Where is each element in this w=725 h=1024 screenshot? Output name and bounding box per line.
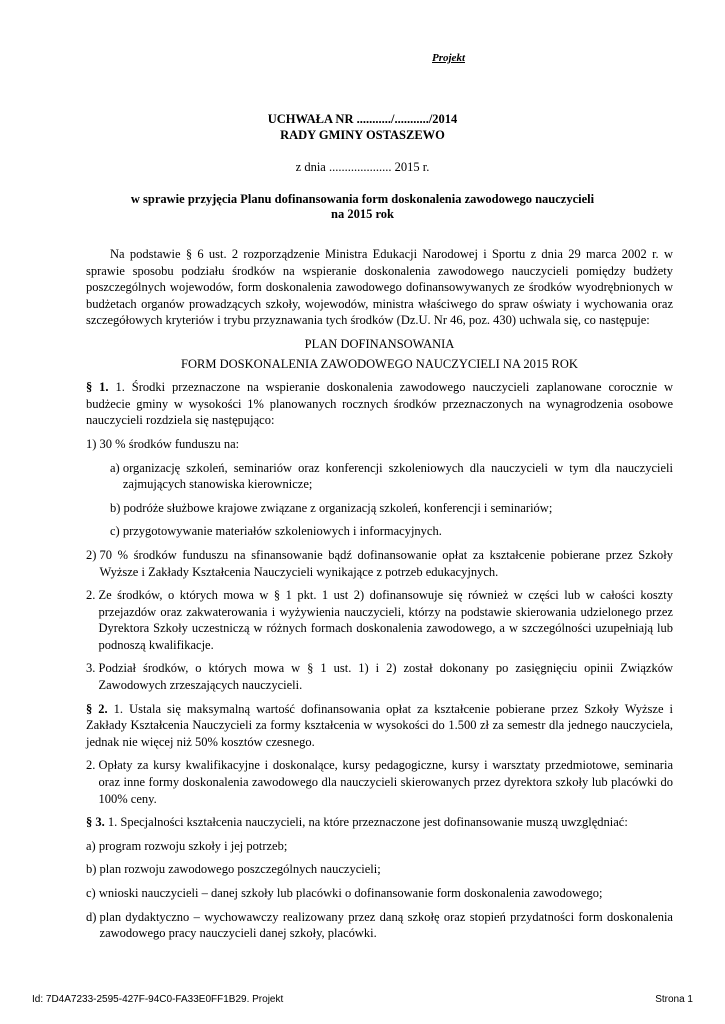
page-footer: [32, 994, 693, 1005]
section-3-paragraph-1: § 3. 1. Specjalności kształcenia nauczycieli, na które przeznaczone jest dofinansowanie muszą uwzględniać:: [86, 815, 628, 830]
subject-line-2: na 2015 rok: [331, 207, 394, 221]
section-3-mark: § 3.: [86, 815, 105, 830]
section-1-paragraph-1: § 1. 1. Środki przeznaczone na wspieranie doskonalenia zawodowego nauczycieli zaplanowane corocznie w budżecie gminy w wysokości 1% planowanych rocznych środków przeznaczonych na wynagrodzenia osobowe nauczycieli rozdziela się następująco:: [86, 380, 673, 428]
list-item: c) wnioski nauczycieli – danej szkoły lub placówki o dofinansowanie form doskonalenia zawodowego;: [86, 886, 603, 900]
list-item: b) plan rozwoju zawodowego poszczególnych nauczycieli;: [86, 862, 381, 877]
list-item: a) organizację szkoleń, seminariów oraz konferencji szkoleniowych dla nauczycieli w tym dla nauczycieli zajmujących stanowiska kierownicze;: [110, 460, 673, 492]
subject-line-1: w sprawie przyjęcia Planu dofinansowania form doskonalenia zawodowego nauczycieli: [130, 192, 595, 206]
document-body: [86, 246, 673, 949]
section-2-paragraph-2: 2. Opłaty za kursy kwalifikacyjne i doskonalące, kursy pedagogiczne, kursy i warsztaty przedmiotowe, seminaria oraz inne formy doskonalenia zawodowego dla nauczycieli skierowanych przez dyrektora szkoły lub placówki do 100% ceny.: [86, 758, 673, 806]
list-item: c) przygotowywanie materiałów szkoleniowych i informacyjnych.: [110, 524, 442, 539]
resolution-date: z dnia .................... 2015 r.: [295, 160, 430, 174]
resolution-title: UCHWAŁA NR .........../.........../2014: [267, 112, 458, 126]
list-item: d) plan dydaktyczno – wychowawczy realizowany przez daną szkołę oraz stopień przydatności form doskonalenia zawodowego pracy nauczycieli danej szkoły, placówki.: [86, 909, 673, 941]
list-item: 2) 70 % środków funduszu na sfinansowanie bądź dofinansowanie opłat za kształcenie pobierane przez Szkoły Wyższe i Zakłady Kształcenia Nauczycieli wynikające z potrzeb edukacyjnych.: [86, 547, 673, 579]
preamble: Na podstawie § 6 ust. 2 rozporządzenie Ministra Edukacji Narodowej i Sportu z dnia 29 marca 2002 r. w sprawie sposobu podziału środków na wspieranie doskonalenia zawodowego nauczycieli pomiędzy budżety poszczególnych wojewodów, form doskonalenia zawodowego dofinansowywanych ze środków wyodrębnionych w budżetach organów prowadzących szkoły, wojewodów, ministra właściwego do spraw oświaty i wychowania oraz szczegółowych kryteriów i trybu przyznawania tych środków (Dz.U. Nr 46, poz. 430) uchwala się, co następuje:: [86, 247, 673, 328]
list-item: 1) 30 % środków funduszu na:: [86, 436, 240, 451]
list-item: b) podróże służbowe krajowe związane z organizacją szkoleń, konferencji i seminariów;: [110, 500, 553, 515]
section-1-mark: § 1.: [86, 380, 109, 395]
section-2-mark: § 2.: [86, 701, 108, 716]
plan-title-2: FORM DOSKONALENIA ZAWODOWEGO NAUCZYCIELI NA 2015 ROK: [181, 356, 578, 371]
list-item: a) program rozwoju szkoły i jej potrzeb;: [86, 838, 288, 853]
projekt-label: Projekt: [432, 52, 465, 64]
section-2-paragraph-1: § 2. 1. Ustala się maksymalną wartość dofinansowania opłat za kształcenie pobierane przez Szkoły Wyższe i Zakłady Kształcenia Nauczycieli za formy kształcenia w wysokości do 1.500 zł za semestr dla jednego nauczyciela, jednak nie więcej niż 50% kosztów czesnego.: [86, 701, 674, 749]
page-number: Strona 1: [655, 994, 693, 1005]
plan-title-1: PLAN DOFINANSOWANIA: [304, 336, 455, 351]
council-name: RADY GMINY OSTASZEWO: [280, 128, 445, 142]
document-id: Id: 7D4A7233-2595-427F-94C0-FA33E0FF1B29. Projekt: [32, 994, 284, 1005]
section-1-paragraph-3: 3. Podział środków, o których mowa w § 1 ust. 1) i 2) został dokonany po zasięgnięciu opinii Związków Zawodowych zrzeszających nauczycieli.: [86, 661, 673, 693]
section-1-paragraph-2: 2. Ze środków, o których mowa w § 1 pkt. 1 ust 2) dofinansowuje się również w części lub w całości koszty przejazdów oraz zakwaterowania i wyżywienia nauczycieli, którzy na podstawie skierowania udzielonego przez Dyrektora Szkoły uczestniczą w różnych formach doskonalenia zawodowego, a w szczególności uzupełniają lub podnoszą kwalifikacje.: [86, 588, 673, 652]
